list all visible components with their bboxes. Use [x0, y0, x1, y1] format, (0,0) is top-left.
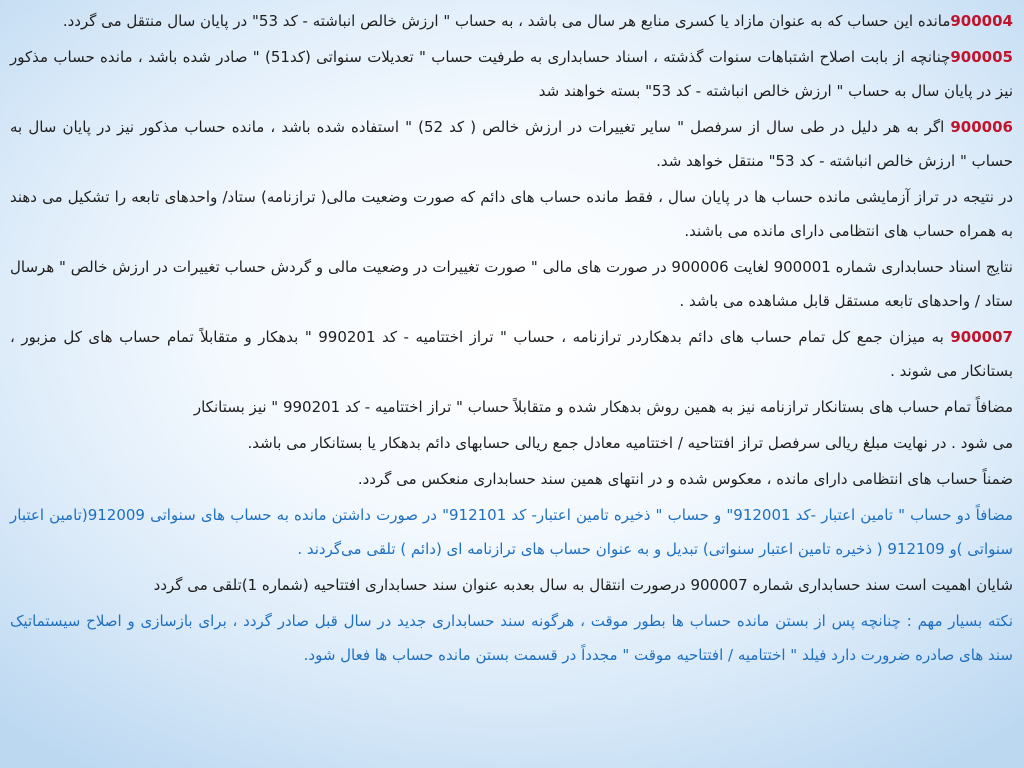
paragraph-text: شایان اهمیت است سند حسابداری شماره 900007 درصورت انتقال به سال بعدبه عنوان سند حسابداری افتتاحیه (شماره 1)تلقی می گردد [153, 576, 1013, 594]
paragraph-900006 [10, 110, 1013, 180]
slide-content [10, 4, 1013, 764]
paragraph-final-balance [10, 426, 1013, 462]
account-code: 900005 [950, 48, 1013, 66]
paragraph-credit-provision [10, 498, 1013, 568]
paragraph-memo-accounts [10, 462, 1013, 498]
paragraph-text: نتایج اسناد حسابداری شماره 900001 لغایت 900006 در صورت های مالی " صورت تغییرات در وضعیت مالی و گردش حساب تغییرات در ارزش خالص " هرسال ستاد / واحدهای تابعه مستقل قابل مشاهده می باشد . [10, 258, 1013, 310]
paragraph-text: مضافاً دو حساب " تامین اعتبار -کد 912001" و حساب " ذخیره تامین اعتبار- کد 912101" در صورت داشتن مانده به حساب های سنواتی 912009(تامین اعتبار سنواتی )و 912109 ( ذخیره تامین اعتبار سنواتی) تبدیل و به عنوان حساب های ترازنامه ای (دائم ) تلقی می‌گردند . [10, 506, 1013, 558]
account-code: 900007 [950, 328, 1013, 346]
paragraph-900007 [10, 320, 1013, 390]
paragraph-text: مانده این حساب که به عنوان مازاد یا کسری منابع هر سال می باشد ، به حساب " ارزش خالص انباشته - کد 53" در پایان سال منتقل می گردد. [62, 12, 951, 30]
paragraph-text: اگر به هر دلیل در طی سال از سرفصل " سایر تغییرات در ارزش خالص ( کد 52) " استفاده شده باشد ، مانده حساب مذکور نیز در پایان سال به حساب " ارزش خالص انباشته - کد 53" منتقل خواهد شد. [10, 118, 1013, 170]
paragraph-text: چنانچه از بابت اصلاح اشتباهات سنوات گذشته ، اسناد حسابداری به طرفیت حساب " تعدیلات سنواتی (کد51) " صادر شده باشد ، مانده حساب مذکور نیز در پایان سال به حساب " ارزش خالص انباشته - کد 53" بسته خواهند شد [10, 48, 1013, 100]
paragraph-900004 [10, 4, 1013, 40]
account-code: 900006 [950, 118, 1013, 136]
paragraph-opening-document [10, 568, 1013, 604]
account-code: 900004 [950, 12, 1013, 30]
paragraph-financial-statements [10, 250, 1013, 320]
paragraph-credit-accounts [10, 390, 1013, 426]
paragraph-900005 [10, 40, 1013, 110]
paragraph-trial-balance-result [10, 180, 1013, 250]
paragraph-text: نکته بسیار مهم : چنانچه پس از بستن مانده حساب ها بطور موقت ، هرگونه سند حسابداری جدید در سال قبل صادر گردد ، برای بازسازی و اصلاح سیستماتیک سند های صادره ضرورت دارد فیلد " اختتامیه / افتتاحیه موقت " مجدداً در قسمت بستن مانده حساب ها فعال شود. [10, 612, 1013, 664]
paragraph-important-note [10, 604, 1013, 674]
paragraph-text: در نتیجه در تراز آزمایشی مانده حساب ها در پایان سال ، فقط مانده حساب های دائم که صورت وضعیت مالی( ترازنامه) ستاد/ واحدهای تابعه را تشکیل می دهند به همراه حساب های انتظامی دارای مانده می باشند. [10, 188, 1013, 240]
paragraph-text: ضمناً حساب های انتظامی دارای مانده ، معکوس شده و در انتهای همین سند حسابداری منعکس می گردد. [357, 470, 1013, 488]
paragraph-text: مضافاً تمام حساب های بستانکار ترازنامه نیز به همین روش بدهکار شده و متقابلاً حساب " تراز اختتامیه - کد 990201 " نیز بستانکار [193, 398, 1013, 416]
paragraph-text: می شود . در نهایت مبلغ ریالی سرفصل تراز افتتاحیه / اختتامیه معادل جمع ریالی حسابهای دائم بدهکار یا بستانکار می باشد. [247, 434, 1013, 452]
paragraph-text: به میزان جمع کل تمام حساب های دائم بدهکاردر ترازنامه ، حساب " تراز اختتامیه - کد 990201 " بدهکار و متقابلاً تمام حساب های کل مزبور ، بستانکار می شوند . [10, 328, 1013, 380]
